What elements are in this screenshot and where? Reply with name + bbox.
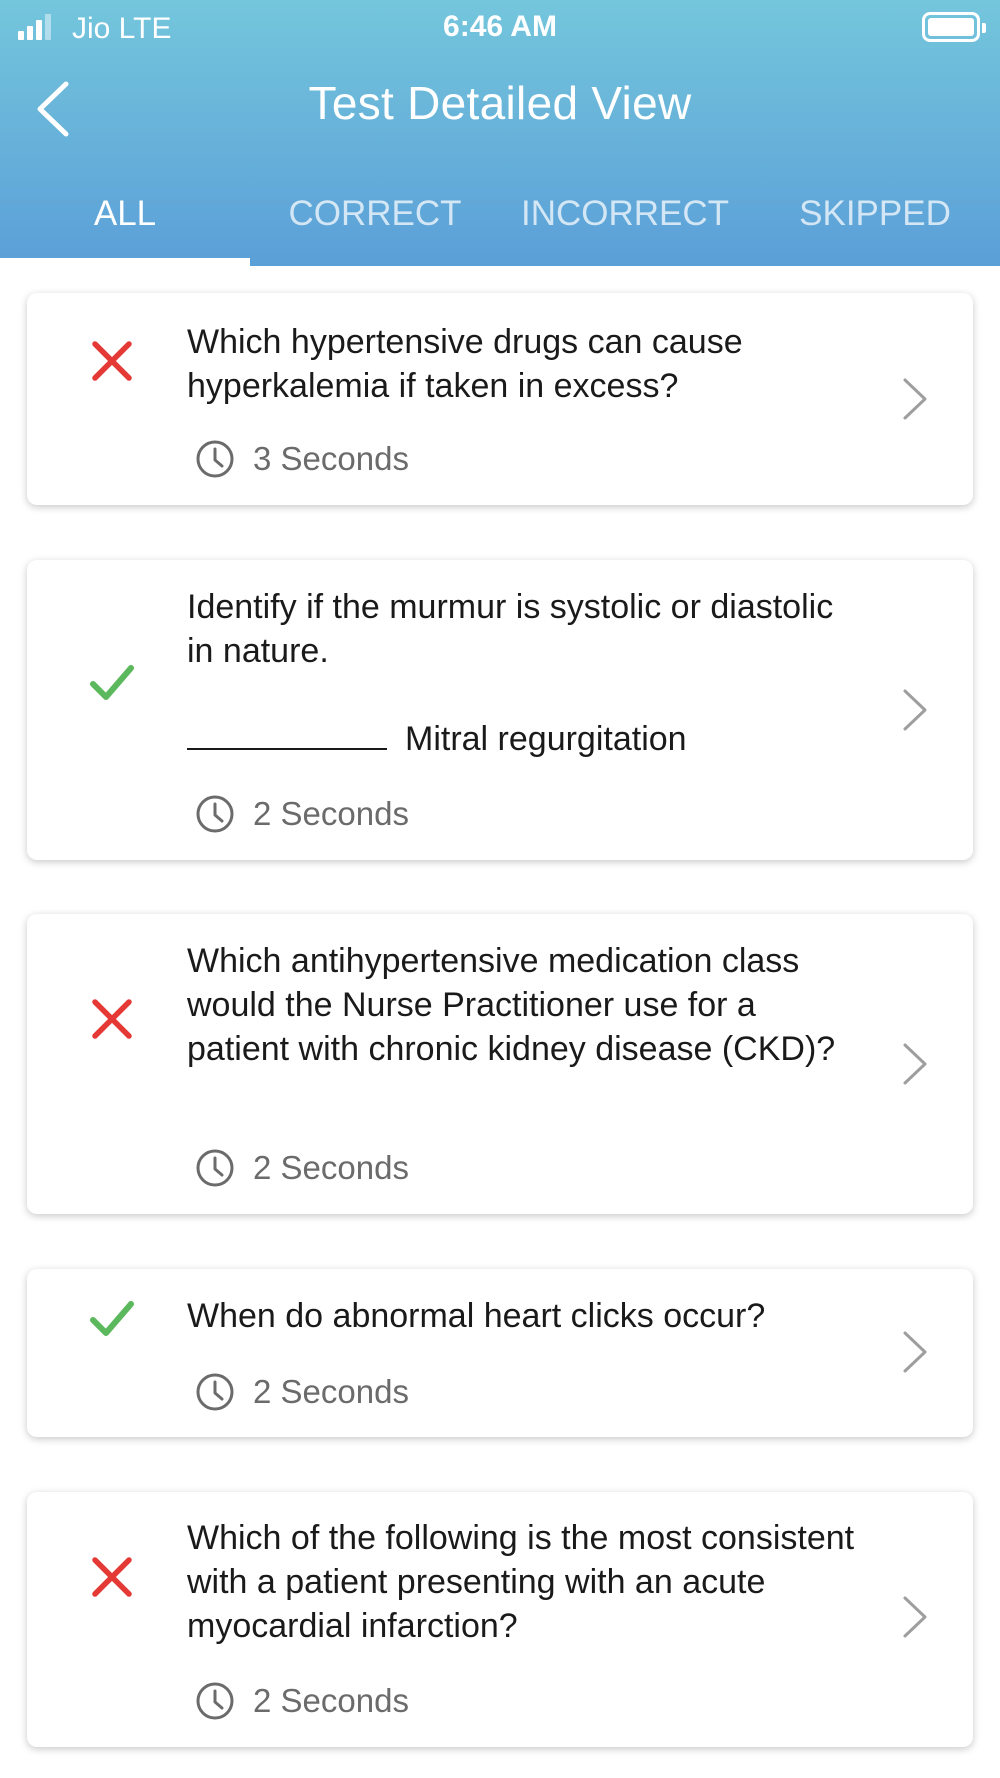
chevron-right-icon [897, 1327, 933, 1377]
clock-icon [195, 1681, 235, 1721]
cross-icon [87, 336, 137, 386]
question-text [187, 1294, 867, 1338]
carrier-label: Jio LTE [72, 12, 172, 45]
question-text [187, 1516, 867, 1648]
chevron-right-icon [897, 1039, 933, 1089]
question-text-main: Which hypertensive drugs can cause hyperkalemia if taken in excess? [187, 323, 743, 405]
question-card[interactable] [27, 293, 973, 505]
question-text-main: Which of the following is the most consistent with a patient presenting with an acute myocardial infarction? [187, 1519, 855, 1645]
status-bar [0, 0, 1000, 56]
question-text-main: Identify if the murmur is systolic or diastolic in nature. [187, 588, 834, 670]
question-card[interactable] [27, 1269, 973, 1437]
tab-all[interactable]: ALL [93, 194, 157, 233]
page-title: Test Detailed View [308, 77, 692, 129]
question-card[interactable] [27, 914, 973, 1214]
clock-icon [195, 1148, 235, 1188]
status-time: 6:46 AM [443, 10, 557, 43]
clock-icon [195, 1372, 235, 1412]
chevron-right-icon [897, 685, 933, 735]
answer-blank [187, 748, 387, 750]
checkmark-icon [87, 658, 137, 708]
time-label: 2 Seconds [253, 795, 409, 832]
time-label: 2 Seconds [253, 1373, 409, 1410]
active-tab-indicator [0, 258, 250, 266]
app-header [0, 0, 1000, 266]
tab-correct[interactable]: CORRECT [288, 194, 462, 233]
question-card[interactable] [27, 1492, 973, 1747]
time-label: 2 Seconds [253, 1149, 409, 1186]
question-text [187, 939, 867, 1071]
cross-icon [87, 1552, 137, 1602]
question-text-main: When do abnormal heart clicks occur? [187, 1297, 766, 1335]
question-text-main: Which antihypertensive medication class would the Nurse Practitioner use for a patient with chronic kidney disease (CKD)? [187, 942, 836, 1068]
filter-tabs [0, 186, 1000, 266]
clock-icon [195, 439, 235, 479]
question-extra [187, 717, 867, 761]
time-label: 3 Seconds [253, 440, 409, 477]
question-text [187, 320, 867, 408]
tab-incorrect[interactable]: INCORRECT [520, 194, 730, 233]
time-label: 2 Seconds [253, 1682, 409, 1719]
question-text [187, 585, 867, 761]
chevron-right-icon [897, 374, 933, 424]
question-extra-text: Mitral regurgitation [405, 720, 687, 758]
checkmark-icon [87, 1294, 137, 1344]
chevron-right-icon [897, 1592, 933, 1642]
question-card[interactable] [27, 560, 973, 860]
battery-icon [922, 12, 980, 42]
tab-skipped[interactable]: SKIPPED [799, 194, 951, 233]
clock-icon [195, 794, 235, 834]
cross-icon [87, 994, 137, 1044]
